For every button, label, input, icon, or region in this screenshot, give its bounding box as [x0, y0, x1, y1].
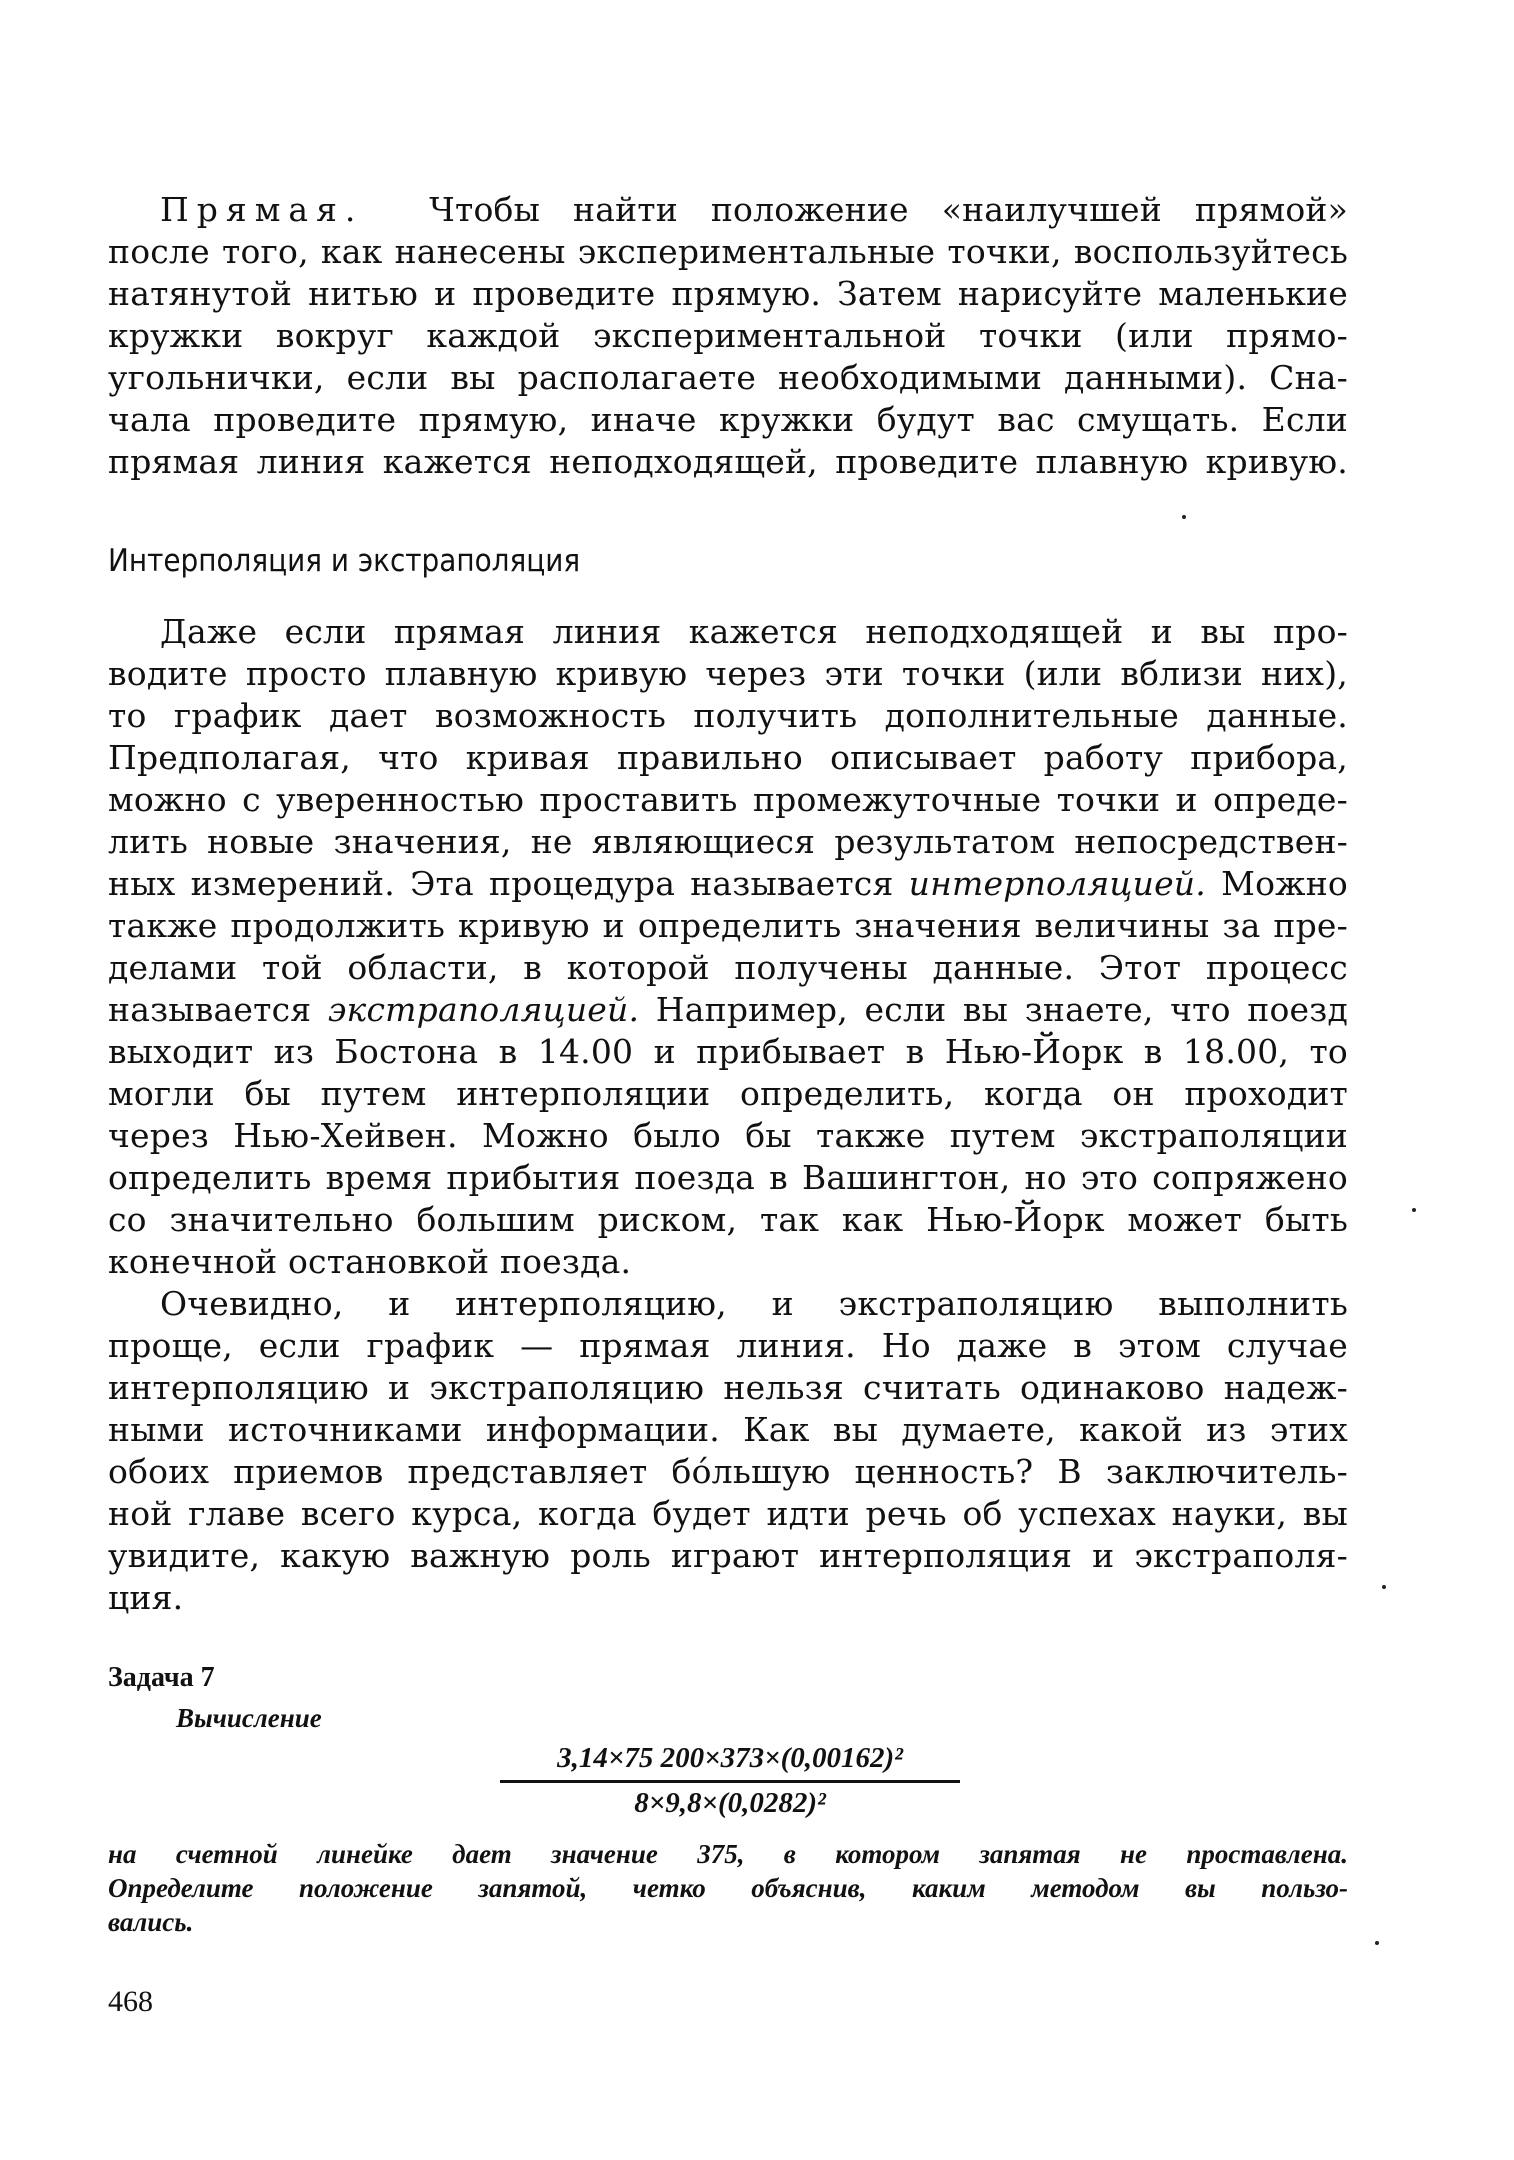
paragraph-line	[108, 864, 1348, 904]
task-text-line: на счетной линейке дает значение 375, в котором запятая не проставлена.	[108, 1839, 1348, 1869]
paragraph-line: Очевидно, и интерполяцию, и экстраполяцию выполнить	[160, 1284, 1348, 1323]
paragraph-line: также продолжить кривую и определить значения величины за пре-	[108, 906, 1348, 945]
section-heading: Интерполяция и экстраполяция	[108, 543, 581, 579]
paragraph-line: после того, как нанесены экспериментальные точки, воспользуйтесь	[108, 232, 1348, 271]
paragraph-line: прямая линия кажется неподходящей, проведите плавную кривую.	[108, 442, 1348, 481]
task-subtitle: Вычисление	[176, 1703, 322, 1733]
scan-speck	[1412, 1208, 1416, 1212]
paragraph-line: ной главе всего курса, когда будет идти речь об успехах науки, вы	[108, 1494, 1348, 1533]
task-text-line: вались.	[108, 1907, 194, 1937]
formula-fraction	[500, 1740, 960, 1821]
paragraph-line: ция.	[108, 1578, 184, 1617]
run-in-heading: Прямая.	[160, 190, 364, 229]
paragraph-line: ными источниками информации. Как вы думаете, какой из этих	[108, 1410, 1348, 1449]
text-run: называется	[108, 990, 312, 1029]
text-run: Например, если вы знаете, что поезд	[655, 990, 1348, 1029]
paragraph-line: кружки вокруг каждой экспериментальной точки (или прямо-	[108, 316, 1348, 355]
paragraph-line: определить время прибытия поезда в Вашингтон, но это сопряжено	[108, 1158, 1348, 1197]
text-run: Чтобы найти положение «наилучшей прямой»	[429, 190, 1348, 229]
paragraph-line: через Нью-Хейвен. Можно было бы также путем экстраполяции	[108, 1116, 1348, 1155]
task-text-line: Определите положение запятой, четко объяснив, каким методом вы пользо-	[108, 1873, 1348, 1903]
text-run: ных измерений. Эта процедура называется	[108, 864, 894, 903]
paragraph-line: делами той области, в которой получены данные. Этот процесс	[108, 948, 1348, 987]
task-title: Задача 7	[108, 1662, 215, 1693]
scan-speck	[1182, 515, 1186, 519]
paragraph-line: могли бы путем интерполяции определить, когда он проходит	[108, 1074, 1348, 1113]
page-number: 468	[108, 1985, 153, 2018]
paragraph-line: со значительно большим риском, так как Нью-Йорк может быть	[108, 1200, 1348, 1239]
text-run: Можно	[1221, 864, 1348, 903]
paragraph-line: натянутой нитью и проведите прямую. Затем нарисуйте маленькие	[108, 274, 1348, 313]
paragraph-line: то график дает возможность получить дополнительные данные.	[108, 696, 1348, 735]
paragraph-line: лить новые значения, не являющиеся результатом непосредствен-	[108, 822, 1348, 861]
scan-speck	[1375, 1941, 1379, 1945]
paragraph-line: можно с уверенностью проставить промежуточные точки и опреде-	[108, 780, 1348, 819]
paragraph-line: Предполагая, что кривая правильно описывает работу прибора,	[108, 738, 1348, 777]
paragraph-line: конечной остановкой поезда.	[108, 1242, 632, 1281]
term-extrapolation: экстраполяцией.	[327, 990, 640, 1029]
paragraph-line: интерполяцию и экстраполяцию нельзя считать одинаково надеж-	[108, 1368, 1348, 1407]
paragraph-line	[108, 990, 1348, 1030]
paragraph-line: выходит из Бостона в 14.00 и прибывает в Нью-Йорк в 18.00, то	[108, 1032, 1348, 1071]
paragraph-line: проще, если график — прямая линия. Но даже в этом случае	[108, 1326, 1348, 1365]
paragraph-line: угольнички, если вы располагаете необходимыми данными). Сна-	[108, 358, 1348, 397]
formula-denominator: 8×9,8×(0,0282)²	[634, 1787, 826, 1819]
paragraph-line: увидите, какую важную роль играют интерполяция и экстраполя-	[108, 1536, 1348, 1575]
term-interpolation: интерполяцией.	[908, 864, 1206, 903]
paragraph-line: чала проведите прямую, иначе кружки будут вас смущать. Если	[108, 400, 1348, 439]
paragraph-line: Даже если прямая линия кажется неподходящей и вы про-	[160, 612, 1348, 651]
paragraph-line: обоих приемов представляет бóльшую ценность? В заключитель-	[108, 1452, 1348, 1491]
scan-speck	[1382, 1585, 1386, 1589]
formula-numerator: 3,14×75 200×373×(0,00162)²	[500, 1740, 960, 1783]
paragraph-line: водите просто плавную кривую через эти точки (или вблизи них),	[108, 654, 1348, 693]
paragraph-line	[160, 190, 1348, 230]
